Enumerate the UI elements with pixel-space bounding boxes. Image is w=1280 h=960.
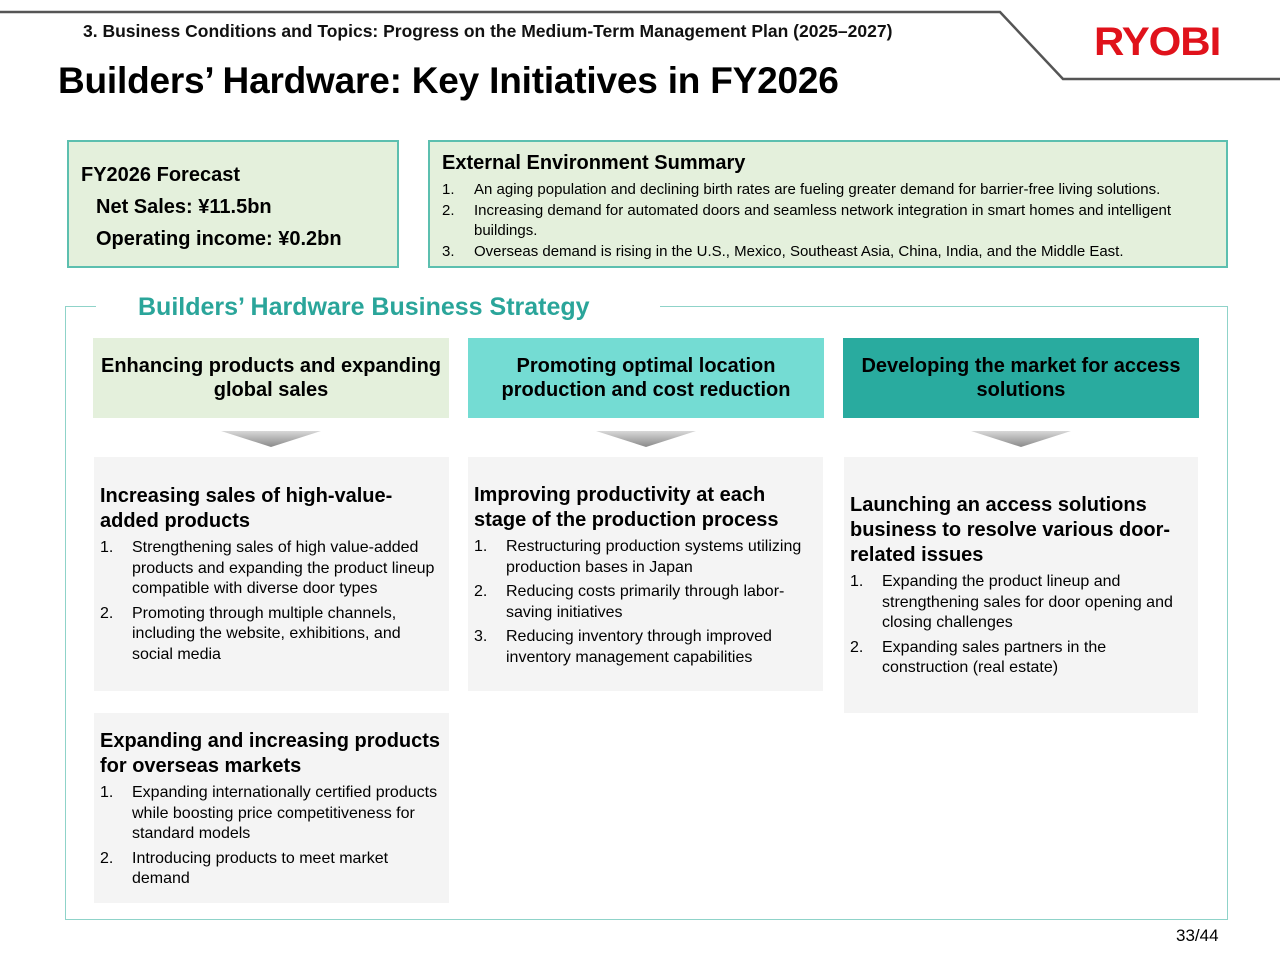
list-text: An aging population and declining birth rates are fueling greater demand for barrier-free living solutions. (474, 181, 1161, 198)
list-text: Strengthening sales of high value-added products and expanding the product lineup compatible with diverse door types (132, 539, 435, 597)
list-text: Introducing products to meet market demand (132, 849, 389, 887)
list-item (100, 538, 443, 600)
list-item (474, 537, 817, 578)
list-number: 2. (100, 604, 114, 622)
strategy-heading-global-sales: Enhancing products and expanding global sales (93, 338, 449, 418)
list-text: Expanding sales partners in the construction (real estate) (882, 638, 1107, 676)
strategy-heading-access-solutions: Developing the market for access solutions (843, 338, 1199, 418)
list-text: Overseas demand is rising in the U.S., Mexico, Southeast Asia, China, India, and the Middle East. (474, 243, 1124, 260)
company-logo: RYOBI (1094, 20, 1221, 64)
card-list (474, 537, 817, 668)
list-number: 1. (100, 539, 114, 556)
card-list (850, 572, 1192, 679)
list-number: 3. (442, 243, 455, 260)
list-number: 3. (474, 628, 488, 645)
list-number: 1. (474, 538, 488, 555)
page-title: Builders’ Hardware: Key Initiatives in FY2026 (58, 60, 839, 101)
environment-title: External Environment Summary (442, 152, 746, 174)
list-item (442, 201, 1218, 241)
environment-list (442, 180, 1218, 263)
card-title: Launching an access solutions business to resolve various door-related issues (850, 494, 1171, 566)
page-number: 33/44 (1176, 926, 1219, 945)
forecast-box (67, 140, 399, 268)
strategy-card-overseas-markets (94, 713, 449, 903)
list-number: 2. (474, 583, 488, 600)
forecast-net-sales: Net Sales: ¥11.5bn (96, 196, 272, 218)
list-item (474, 627, 817, 668)
list-number: 1. (100, 784, 114, 801)
list-number: 2. (100, 849, 114, 867)
list-item (100, 604, 443, 666)
list-number: 1. (442, 181, 455, 198)
list-item (100, 849, 443, 890)
list-number: 2. (850, 638, 864, 656)
card-list (100, 538, 443, 665)
list-text: Reducing inventory through improved inventory management capabilities (506, 628, 772, 666)
chevron-down-icon (221, 431, 321, 447)
section-label: 3. Business Conditions and Topics: Progress on the Medium-Term Management Plan (2025–2027) (83, 21, 893, 41)
strategy-heading-production: Promoting optimal location production and cost reduction (468, 338, 824, 418)
strategy-card-high-value-products (94, 457, 449, 691)
list-item (442, 242, 1218, 262)
forecast-title: FY2026 Forecast (81, 164, 240, 186)
list-item (442, 180, 1218, 200)
list-item (850, 638, 1192, 679)
list-text: Expanding the product lineup and strengthening sales for door opening and closing challenges (882, 573, 1173, 631)
list-number: 2. (442, 202, 455, 219)
list-text: Restructuring production systems utilizing production bases in Japan (506, 538, 802, 576)
card-title: Increasing sales of high-value-added products (100, 485, 393, 532)
chevron-down-icon (971, 431, 1071, 447)
list-text: Reducing costs primarily through labor-saving initiatives (506, 583, 785, 621)
list-text: Increasing demand for automated doors and seamless network integration in smart homes and intelligent buildings. (474, 202, 1172, 239)
strategy-title: Builders’ Hardware Business Strategy (138, 293, 590, 321)
chevron-down-icon (596, 431, 696, 447)
list-text: Expanding internationally certified products while boosting price competitiveness for standard models (132, 784, 438, 842)
strategy-card-access-solutions (844, 457, 1198, 713)
list-text: Promoting through multiple channels, including the website, exhibitions, and social media (132, 604, 401, 663)
list-item (850, 572, 1192, 634)
environment-summary-box (428, 140, 1228, 268)
strategy-card-productivity (468, 457, 823, 691)
card-list (100, 783, 443, 890)
list-number: 1. (850, 573, 864, 590)
list-item (100, 783, 443, 845)
forecast-operating-income: Operating income: ¥0.2bn (96, 228, 342, 250)
card-title: Improving productivity at each stage of the production process (474, 484, 779, 531)
list-item (474, 582, 817, 623)
card-title: Expanding and increasing products for overseas markets (100, 730, 441, 777)
